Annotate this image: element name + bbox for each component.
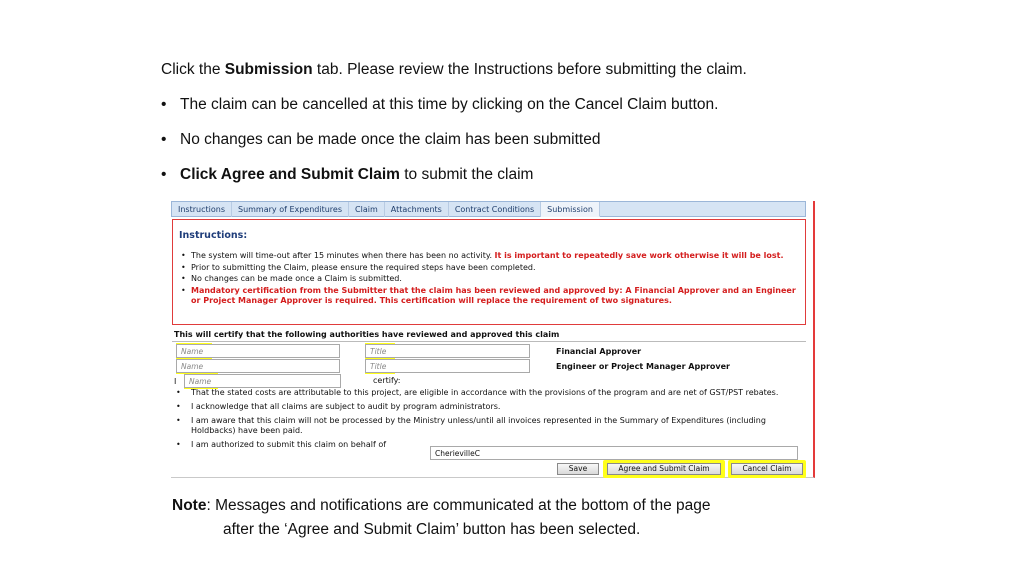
instruction-text: Prior to submitting the Claim, please ensure the required steps have been completed. [191, 262, 536, 272]
bullet-dot: • [161, 166, 167, 183]
instruction-item [179, 286, 804, 306]
intro-suffix: tab. Please review the Instructions before submitting the claim. [312, 61, 747, 78]
note-line-2: after the ‘Agree and Submit Claim’ button has been selected. [223, 521, 641, 538]
certification-item: • I am authorized to submit this claim on behalf of [174, 440, 804, 450]
certification-list [174, 388, 804, 454]
save-button[interactable]: Save [557, 463, 599, 475]
submitter-name-input[interactable]: Name [184, 374, 341, 388]
note-label: Note [172, 497, 207, 514]
instruction-item [179, 274, 804, 284]
tab-summary-of-expenditures[interactable]: Summary of Expenditures [232, 202, 349, 217]
bullet-dot: • [161, 96, 167, 113]
tab-contract-conditions[interactable]: Contract Conditions [449, 202, 541, 217]
cancel-claim-button[interactable]: Cancel Claim [731, 463, 803, 475]
instruction-text: No changes can be made once a Claim is submitted. [191, 274, 402, 283]
tab-claim[interactable]: Claim [349, 202, 385, 217]
intro-bold: Submission [224, 61, 313, 78]
i-label: I [174, 377, 177, 386]
engineer-approver-name-input[interactable]: Name [176, 359, 340, 373]
certification-item: • That the stated costs are attributable to this project, are eligible in accordance with the provisions of the program and are net of GST/PST rebates. [174, 388, 804, 398]
tab-submission[interactable]: Submission [541, 202, 600, 217]
financial-approver-title-input[interactable]: Title [365, 344, 530, 358]
instruction-warning: Mandatory certification from the Submitter that the claim has been reviewed and approved by: A Financial Approver and an Engineer or Project Manager Approver is required. This certification will replace the requirement of two signatures. [191, 285, 796, 305]
engineer-approver-title-input[interactable]: Title [365, 359, 530, 373]
bullet-2 [161, 130, 600, 150]
divider [172, 341, 806, 342]
instructions-list [179, 251, 804, 307]
behalf-of-input[interactable]: CherievilleC [430, 446, 798, 460]
financial-approver-name-input[interactable]: Name [176, 344, 340, 358]
instructions-box [172, 219, 806, 325]
instruction-warning: It is important to repeatedly save work otherwise it will be lost. [494, 251, 784, 260]
financial-approver-label: Financial Approver [556, 347, 642, 356]
certify-heading: This will certify that the following authorities have reviewed and approved this claim [174, 330, 560, 339]
intro-line [161, 60, 747, 80]
agree-and-submit-claim-button[interactable]: Agree and Submit Claim [607, 463, 721, 475]
bullet-1-text: The claim can be cancelled at this time by clicking on the Cancel Claim button. [180, 96, 719, 113]
submission-panel [171, 201, 815, 478]
note-line-1 [172, 493, 711, 519]
tab-attachments[interactable]: Attachments [385, 202, 449, 217]
bullet-2-text: No changes can be made once the claim has been submitted [180, 131, 601, 148]
instruction-item [179, 251, 804, 261]
bullet-3-text: to submit the claim [399, 166, 534, 183]
note-text: : Messages and notifications are communicated at the bottom of the page [206, 497, 711, 514]
bullet-1 [161, 95, 718, 115]
tab-instructions[interactable]: Instructions [172, 202, 232, 217]
tab-bar [171, 201, 806, 217]
bullet-3 [161, 165, 533, 185]
certification-item: • I acknowledge that all claims are subject to audit by program administrators. [174, 402, 804, 412]
bullet-3-bold: Click Agree and Submit Claim [180, 166, 400, 183]
instructions-title: Instructions: [179, 230, 248, 241]
certify-label: certify: [373, 376, 401, 385]
intro-prefix: Click the [161, 61, 225, 78]
engineer-approver-label: Engineer or Project Manager Approver [556, 362, 730, 371]
certification-item: • I am aware that this claim will not be processed by the Ministry unless/until all invoices represented in the Summary of Expenditures (including Holdbacks) have been paid. [174, 416, 804, 436]
instruction-text: The system will time-out after 15 minutes when there has been no activity. [191, 251, 495, 260]
instruction-item [179, 263, 804, 273]
bullet-dot: • [161, 131, 167, 148]
